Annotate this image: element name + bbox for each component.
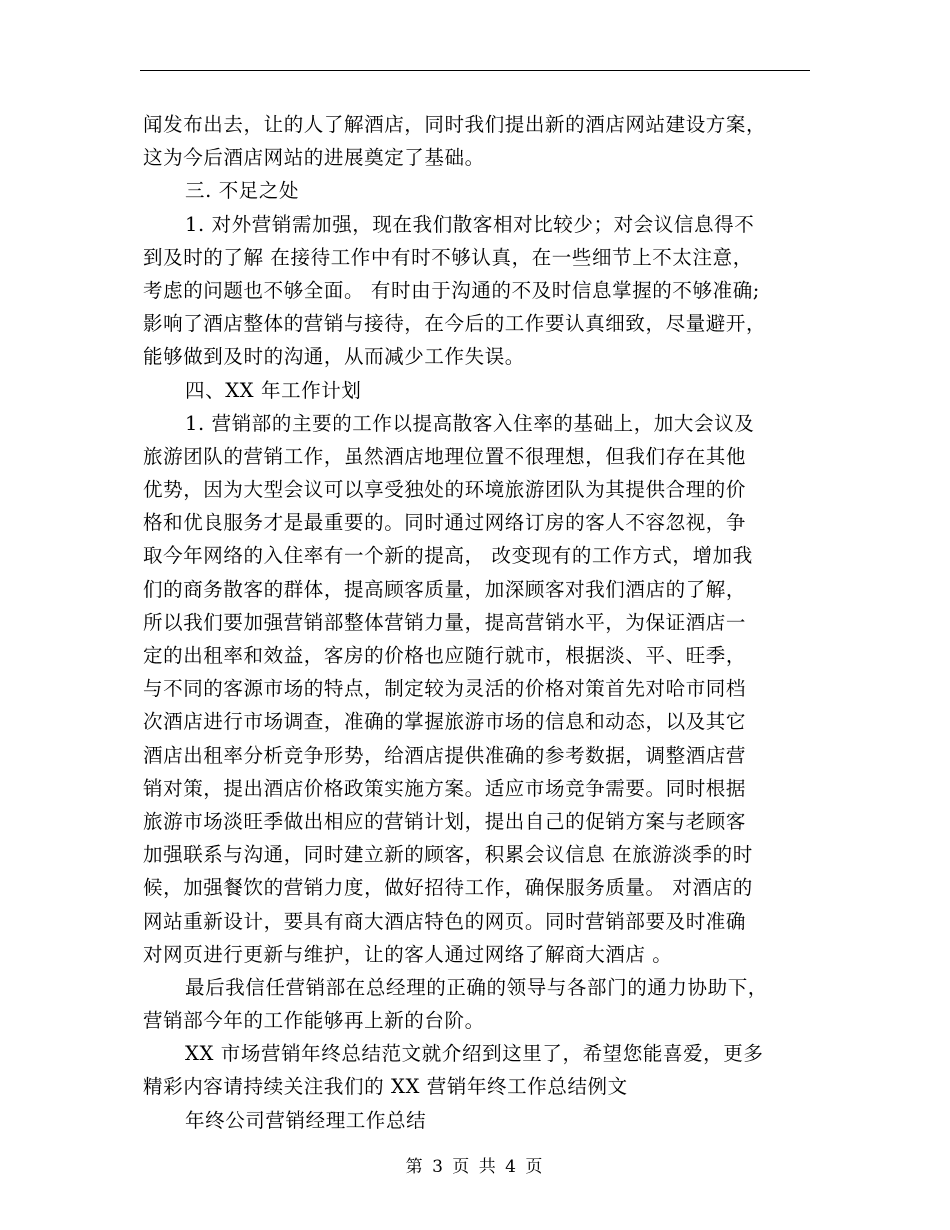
text-line: 旅游团队的营销工作，虽然酒店地理位置不很理想，但我们存在其他 <box>143 444 747 468</box>
page-number-footer: 第 3 页 共 4 页 <box>405 1157 545 1177</box>
text-line: 次酒店进行市场调查，准确的掌握旅游市场的信息和动态，以及其它 <box>143 710 747 734</box>
text-line: 这为今后酒店网站的进展奠定了基础。 <box>143 146 485 170</box>
text-line: 定的出租率和效益，客房的价格也应随行就市，根据淡、平、旺季， <box>143 644 747 667</box>
text-line: 能够做到及时的沟通，从而减少工作失误。 <box>143 345 525 369</box>
text-line: 取今年网络的入住率有一个新的提高， 改变现有的工作方式，增加我 <box>143 544 753 568</box>
text-line: 三. 不足之处 <box>185 179 300 203</box>
text-line: 1. 营销部的主要的工作以提高散客入住率的基础上，加大会议及 <box>185 411 755 435</box>
text-line: 到及时的了解 在接待工作中有时不够认真，在一些细节上不太注意， <box>143 245 753 269</box>
text-line: 对网页进行更新与维护，让的客人通过网络了解商大酒店 。 <box>143 942 673 966</box>
text-line: 加强联系与沟通，同时建立新的顾客，积累会议信息 在旅游淡季的时 <box>143 843 753 867</box>
text-line: XX 市场营销年终总结范文就介绍到这里了，希望您能喜爱，更多 <box>185 1042 764 1066</box>
text-line: 酒店出租率分析竞争形势，给酒店提供准确的参考数据，调整酒店营 <box>143 743 747 767</box>
text-line: 1. 对外营销需加强，现在我们散客相对比较少；对会议信息得不 <box>185 212 755 236</box>
header-rule <box>140 70 810 71</box>
text-line: 旅游市场淡旺季做出相应的营销计划，提出自己的促销方案与老顾客 <box>143 809 747 833</box>
text-line: 销对策，提出酒店价格政策实施方案。适应市场竞争需要。同时根据 <box>143 776 747 800</box>
text-line: 优势，因为大型会议可以享受独处的环境旅游团队为其提供合理的价 <box>143 478 747 502</box>
text-line: 影响了酒店整体的营销与接待，在今后的工作要认真细致，尽量避开， <box>143 312 767 336</box>
text-line: 网站重新设计，要具有商大酒店特色的网页。同时营销部要及时准确 <box>143 909 747 933</box>
text-line: 考虑的问题也不够全面。 有时由于沟通的不及时信息掌握的不够准确; <box>143 278 760 302</box>
text-line: 四、XX 年工作计划 <box>185 378 362 402</box>
text-line: 营销部今年的工作能够再上新的台阶。 <box>143 1009 485 1033</box>
text-line: 闻发布出去，让的人了解酒店，同时我们提出新的酒店网站建设方案， <box>143 113 767 136</box>
document-body <box>143 108 818 1137</box>
text-line: 所以我们要加强营销部整体营销力量，提高营销水平，为保证酒店一 <box>143 610 747 634</box>
text-line: 候，加强餐饮的营销力度，做好招待工作，确保服务质量。 对酒店的 <box>143 876 753 900</box>
text-line: 最后我信任营销部在总经理的正确的领导与各部门的通力协助下， <box>185 975 768 999</box>
text-line: 年终公司营销经理工作总结 <box>185 1108 427 1132</box>
text-line: 与不同的客源市场的特点，制定较为灵活的价格对策首先对哈市同档 <box>143 677 747 701</box>
text-line: 精彩内容请持续关注我们的 XX 营销年终工作总结例文 <box>143 1075 628 1099</box>
text-line: 们的商务散客的群体，提高顾客质量，加深顾客对我们酒店的了解， <box>143 577 747 601</box>
text-line: 格和优良服务才是最重要的。同时通过网络订房的客人不容忽视，争 <box>143 511 747 535</box>
